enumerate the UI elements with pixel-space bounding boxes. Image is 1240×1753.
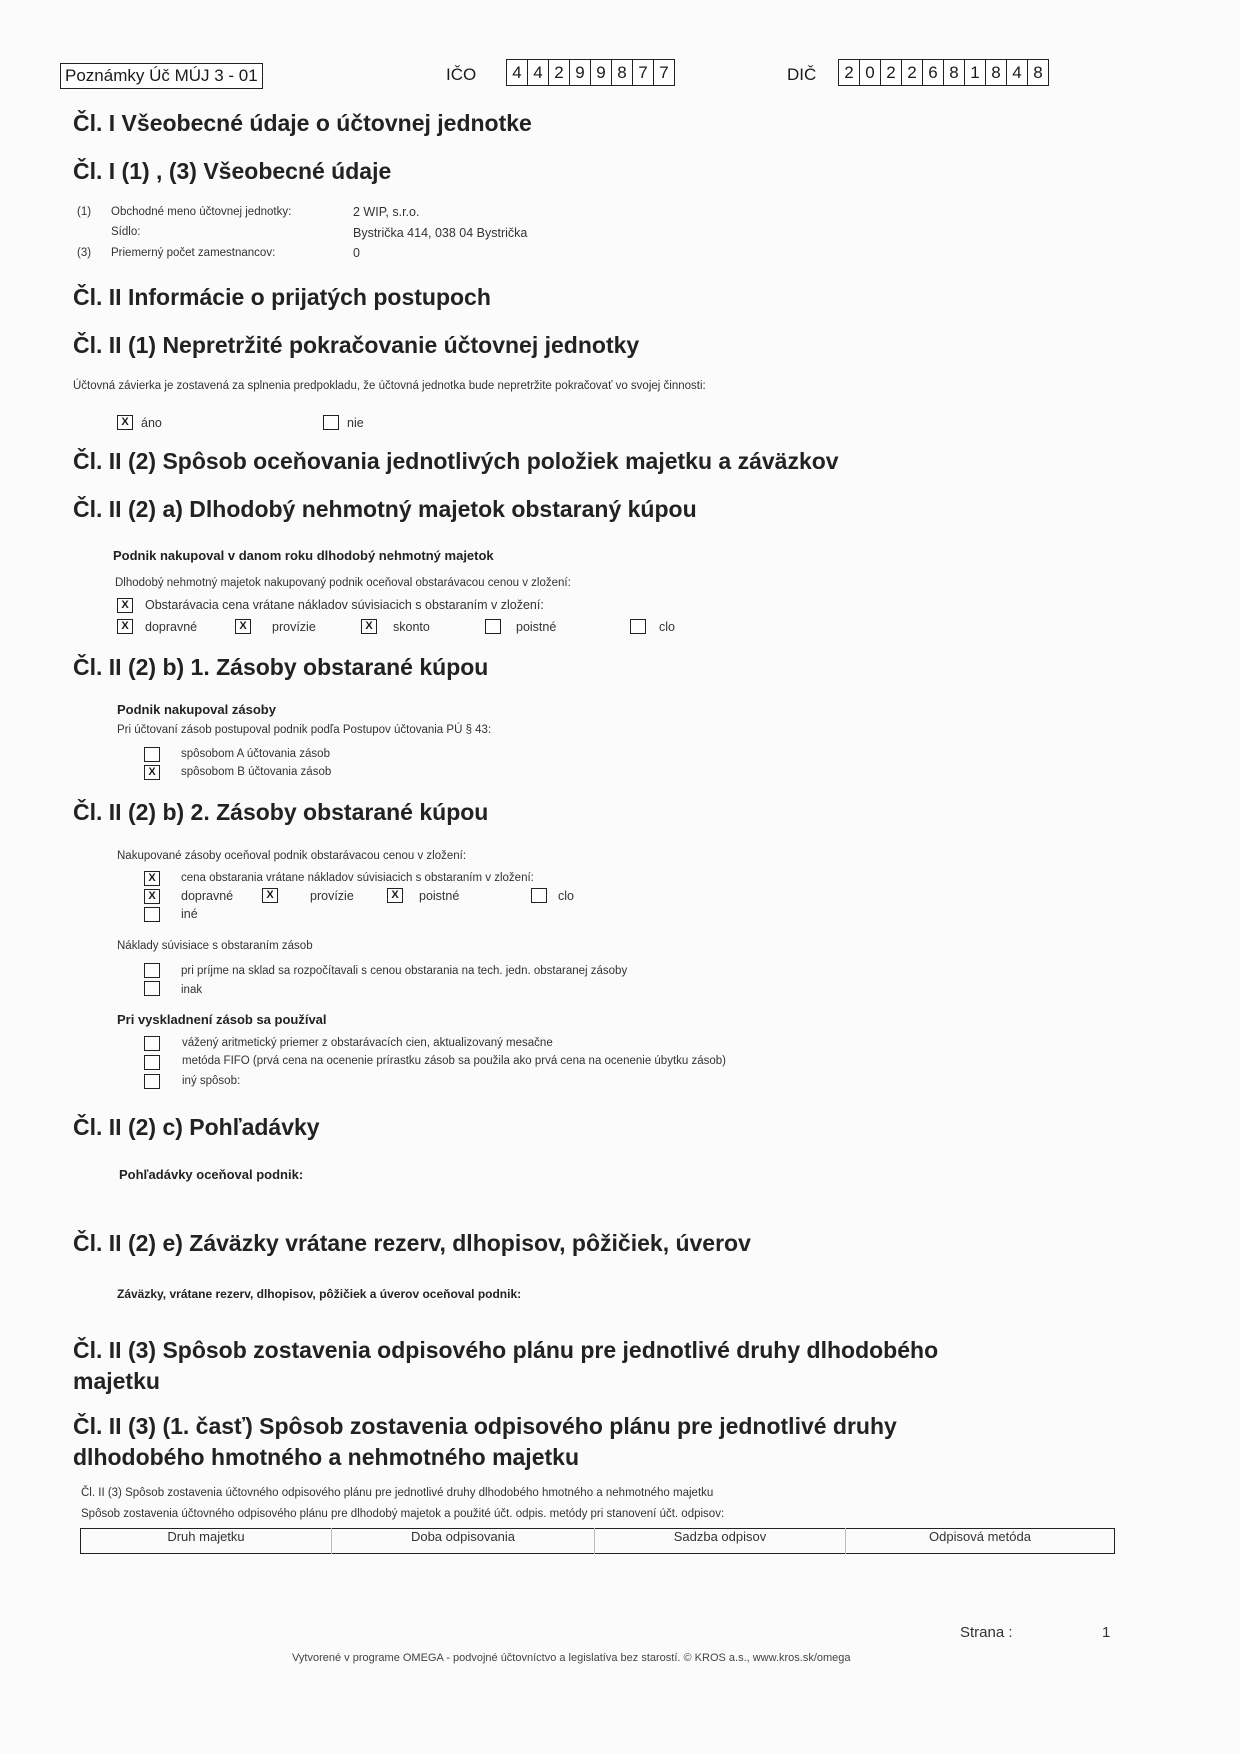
other-method-label: iný spôsob: <box>182 1075 241 1087</box>
section-1-title: Čl. I Všeobecné údaje o účtovnej jednotke <box>73 110 532 136</box>
costs-opt1-checkbox[interactable] <box>144 963 160 978</box>
ico-digit: 7 <box>633 60 654 85</box>
fifo-label: metóda FIFO (prvá cena na ocenenie prírastku zásob sa použila ako prvá cena na ocenenie úbytku zásob) <box>182 1055 727 1067</box>
section-2e-title: Čl. II (2) e) Záväzky vrátane rezerv, dlhopisov, pôžičiek, úverov <box>73 1230 751 1256</box>
costs-head: Náklady súvisiace s obstaraním zásob <box>117 940 313 952</box>
ico-digit: 9 <box>570 60 591 85</box>
employees-value: 0 <box>353 246 360 260</box>
dic-digits <box>838 59 1049 86</box>
cost-incl-label: cena obstarania vrátane nákladov súvisiacich s obstaraním v zložení: <box>181 872 534 884</box>
ico-label: IČO <box>446 65 477 84</box>
weighted-avg-label: vážený aritmetický priemer z obstarávacích cien, aktualizovaný mesačne <box>182 1037 553 1049</box>
cost-incl-checkbox[interactable]: X <box>144 871 160 886</box>
commission-checkbox[interactable]: X <box>235 619 251 634</box>
section-3-line1: Čl. II (3) Spôsob zostavenia účtovného odpisového plánu pre jednotlivé druhy dlhodobého hmotného a nehmotného majetku <box>81 1487 714 1499</box>
dic-label: DIČ <box>787 65 817 84</box>
insurance-checkbox[interactable] <box>485 619 501 634</box>
transport-checkbox[interactable]: X <box>144 889 160 904</box>
ico-digit: 7 <box>659 63 669 82</box>
costs-opt2-label: inak <box>181 984 203 996</box>
footer-credit: Vytvorené v programe OMEGA - podvojné účtovníctvo a legislatíva bez starostí. © KROS a.s., www.kros.sk/omega <box>292 1652 851 1664</box>
dic-digit: 2 <box>839 60 860 85</box>
col-depreciation-method: Odpisová metóda <box>929 1529 1031 1544</box>
ico-digit: 9 <box>591 60 612 85</box>
dic-digit: 2 <box>881 60 902 85</box>
insurance-label: poistné <box>419 889 460 903</box>
seat-label: Sídlo: <box>111 226 141 238</box>
depreciation-table <box>80 1528 1115 1554</box>
no-label: nie <box>347 416 364 430</box>
section-2b2-line1: Nakupované zásoby oceňoval podnik obstarávacou cenou v zložení: <box>117 850 467 862</box>
dic-digit: 8 <box>944 60 965 85</box>
valuation-title: Čl. II (2) Spôsob oceňovania jednotlivých položiek majetku a záväzkov <box>73 448 839 474</box>
commission-checkbox[interactable]: X <box>262 888 278 903</box>
continuity-title: Čl. II (1) Nepretržité pokračovanie účtovnej jednotky <box>73 332 640 358</box>
section-3-part1-title: Čl. II (3) (1. časť) Spôsob zostavenia odpisového plánu pre jednotlivé druhy dlhodobého hmotného a nehmotného majetku <box>73 1413 897 1470</box>
customs-checkbox[interactable] <box>630 619 646 634</box>
continuity-text: Účtovná závierka je zostavená za splnenia predpokladu, že účtovná jednotka bude nepretržite pokračovať vo svojej činnosti: <box>73 380 706 392</box>
company-name-label: Obchodné meno účtovnej jednotky: <box>111 206 292 218</box>
section-1-sub-title: Čl. I (1) , (3) Všeobecné údaje <box>73 158 392 184</box>
col-depreciation-rate: Sadzba odpisov <box>595 1529 846 1554</box>
method-a-checkbox[interactable] <box>144 747 160 762</box>
page-label: Strana : <box>960 1624 1013 1641</box>
ico-digit: 4 <box>528 60 549 85</box>
dic-digit: 2 <box>902 60 923 85</box>
other-checkbox[interactable] <box>144 907 160 922</box>
col-depreciation-period: Doba odpisovania <box>332 1529 595 1554</box>
section-2b1-title: Čl. II (2) b) 1. Zásoby obstarané kúpou <box>73 654 489 680</box>
insurance-label: poistné <box>516 620 557 634</box>
method-a-label: spôsobom A účtovania zásob <box>181 748 330 760</box>
discount-label: skonto <box>393 620 430 634</box>
table-header-row <box>81 1529 1115 1554</box>
transport-label: dopravné <box>145 620 198 634</box>
method-b-label: spôsobom B účtovania zásob <box>181 766 332 778</box>
transport-label: dopravné <box>181 889 234 903</box>
employees-label: Priemerný počet zamestnancov: <box>111 247 276 259</box>
discount-checkbox[interactable]: X <box>361 619 377 634</box>
form-code <box>60 63 263 89</box>
dic-digit: 4 <box>1007 60 1028 85</box>
yes-checkbox[interactable]: X <box>117 415 133 430</box>
customs-checkbox[interactable] <box>531 888 547 903</box>
section-2e-subhead: Záväzky, vrátane rezerv, dlhopisov, pôžičiek a úverov oceňoval podnik: <box>117 1287 522 1301</box>
other-label: iné <box>181 907 198 921</box>
section-2a-subhead: Podnik nakupoval v danom roku dlhodobý nehmotný majetok <box>113 548 494 563</box>
fifo-checkbox[interactable] <box>144 1055 160 1070</box>
commission-label: provízie <box>310 889 354 903</box>
section-2a-title: Čl. II (2) a) Dlhodobý nehmotný majetok obstaraný kúpou <box>73 496 697 522</box>
dic-digit: 6 <box>923 60 944 85</box>
ico-digit: 4 <box>507 60 528 85</box>
section-2a-line1: Dlhodobý nehmotný majetok nakupovaný podnik oceňoval obstarávacou cenou v zložení: <box>115 577 571 589</box>
col-asset-type: Druh majetku <box>81 1529 332 1554</box>
ico-digits <box>506 59 675 86</box>
costs-opt2-checkbox[interactable] <box>144 981 160 996</box>
section-3-title: Čl. II (3) Spôsob zostavenia odpisového plánu pre jednotlivé druhy dlhodobého majetku <box>73 1337 939 1394</box>
section-2c-title: Čl. II (2) c) Pohľadávky <box>73 1114 320 1140</box>
issue-head: Pri vyskladnení zásob sa používal <box>117 1012 327 1027</box>
dic-digit: 8 <box>1033 63 1043 82</box>
customs-label: clo <box>558 889 574 903</box>
acquisition-cost-checkbox[interactable]: X <box>117 598 133 613</box>
section-2-title: Čl. II Informácie o prijatých postupoch <box>73 284 491 310</box>
ico-digit: 8 <box>612 60 633 85</box>
ico-digit: 2 <box>549 60 570 85</box>
costs-opt1-label: pri príjme na sklad sa rozpočítavali s cenou obstarania na tech. jedn. obstaranej zásoby <box>181 965 628 977</box>
no-checkbox[interactable] <box>323 415 339 430</box>
section-3-line2: Spôsob zostavenia účtovného odpisového plánu pre dlhodobý majetok a použité účt. odpis. metódy pri stanovení účt. odpisov: <box>81 1508 725 1520</box>
insurance-checkbox[interactable]: X <box>387 888 403 903</box>
dic-digit: 8 <box>986 60 1007 85</box>
section-2b2-title: Čl. II (2) b) 2. Zásoby obstarané kúpou <box>73 799 489 825</box>
seat-value: Bystrička 414, 038 04 Bystrička <box>353 226 528 240</box>
section-2b1-subhead: Podnik nakupoval zásoby <box>117 702 276 717</box>
commission-label: provízie <box>272 620 316 634</box>
section-2b1-line1: Pri účtovaní zásob postupoval podnik podľa Postupov účtovania PÚ § 43: <box>117 724 492 736</box>
section-2c-subhead: Pohľadávky oceňoval podnik: <box>119 1167 304 1182</box>
yes-label: áno <box>141 416 162 430</box>
other-method-checkbox[interactable] <box>144 1074 160 1089</box>
form-code-text: Poznámky Úč MÚJ 3 - 01 <box>65 66 258 85</box>
transport-checkbox[interactable]: X <box>117 619 133 634</box>
company-name-value: 2 WIP, s.r.o. <box>353 205 420 219</box>
page-number: 1 <box>1102 1624 1111 1641</box>
weighted-avg-checkbox[interactable] <box>144 1036 160 1051</box>
row-num: (3) <box>77 247 92 259</box>
method-b-checkbox[interactable]: X <box>144 765 160 780</box>
dic-digit: 0 <box>860 60 881 85</box>
dic-digit: 1 <box>965 60 986 85</box>
acquisition-cost-label: Obstarávacia cena vrátane nákladov súvisiacich s obstaraním v zložení: <box>145 598 544 612</box>
customs-label: clo <box>659 620 675 634</box>
row-num: (1) <box>77 206 92 218</box>
